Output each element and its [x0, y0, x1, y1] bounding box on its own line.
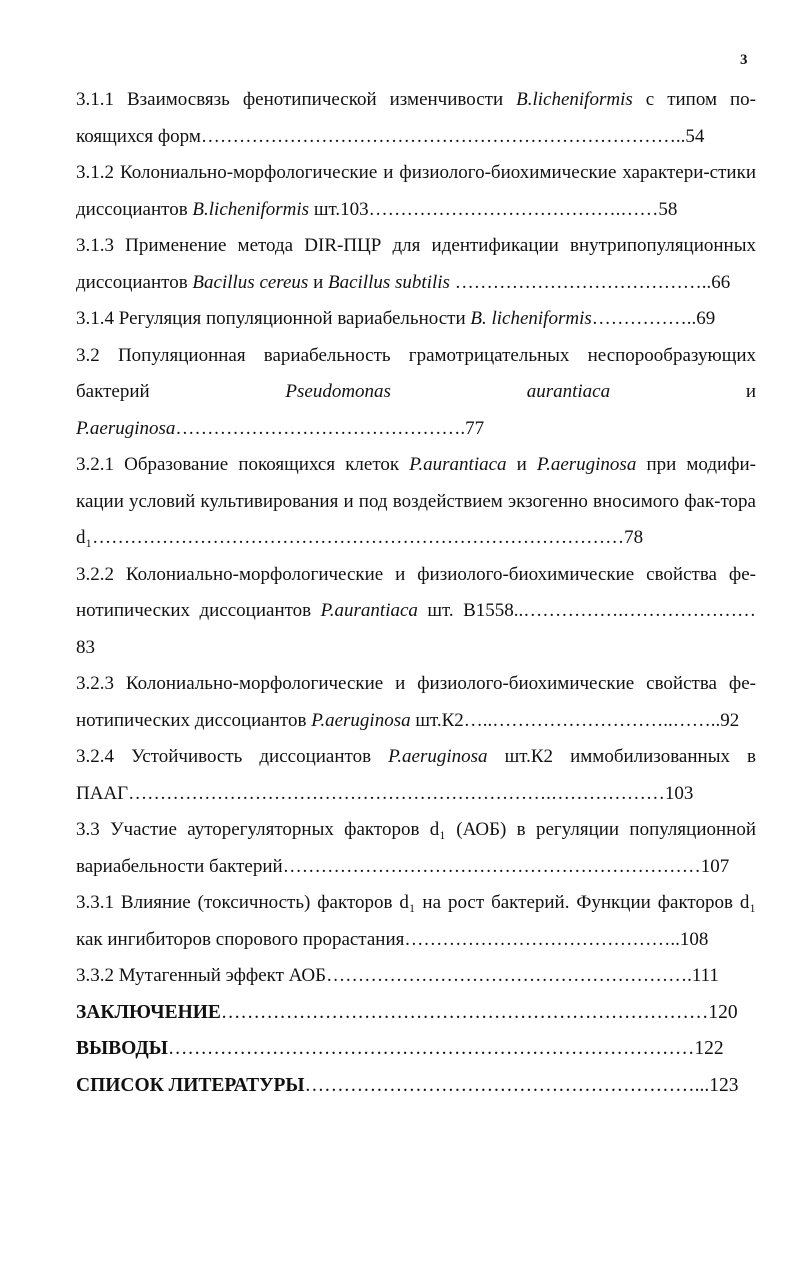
- toc-page-number: 58: [658, 198, 678, 220]
- toc-entry-text: 3.2.4 Устойчивость диссоциантов: [76, 746, 389, 767]
- toc-entry-species: P.aeruginosa: [311, 709, 411, 731]
- toc-heading-references[interactable]: [76, 1068, 756, 1105]
- toc-leader-dots: ………………………………………………………………………: [167, 1038, 695, 1059]
- toc-entry-text: 3.2.3 Колониально-морфологические и физиолого-биохимические свойства фе-нотипических диссоциантов: [76, 673, 756, 731]
- toc-entry-species: P.aurantiaca: [409, 454, 507, 475]
- toc-entry-text: с типом по-коящихся форм: [76, 89, 757, 147]
- toc-entry-3-1-2[interactable]: [76, 155, 756, 228]
- toc-entry-species: B.licheniformis: [192, 198, 310, 220]
- toc-leader-dots: ..…………….…………………: [513, 600, 756, 621]
- toc-page-number: 69: [696, 308, 716, 329]
- toc-entry-3-2[interactable]: [76, 338, 756, 448]
- toc-leader-dots: …………………………………………………………………: [220, 1001, 709, 1023]
- toc-entry-text: 3.1.4 Регуляция популяционной вариабельности: [76, 308, 471, 329]
- toc-entry-text: и: [506, 454, 537, 475]
- toc-entry-text: и: [308, 271, 328, 293]
- toc-entry-text: 3.2.1 Образование покоящихся клеток: [76, 454, 410, 475]
- toc-page-number: 123: [709, 1074, 739, 1096]
- toc-heading-title: ВЫВОДЫ: [76, 1038, 168, 1059]
- toc-entry-species: P.aeruginosa: [76, 417, 176, 439]
- toc-entry-text: 3.1.1 Взаимосвязь фенотипической изменчивости: [76, 89, 517, 110]
- toc-page-number: 77: [465, 417, 485, 439]
- toc-leader-dots: ………………………………………………….: [326, 965, 692, 986]
- toc-entry-species: P.aurantiaca: [320, 600, 418, 621]
- toc-entry-3-2-3[interactable]: [76, 666, 756, 739]
- toc-leader-dots: ……………………………………..: [404, 928, 680, 950]
- toc-entry-3-3-1[interactable]: [76, 885, 756, 958]
- toc-page-number: 78: [624, 527, 644, 548]
- toc-leader-dots: …………………………………………………………………..: [200, 125, 686, 147]
- toc-leader-dots: ……………………………………………………...: [304, 1074, 710, 1096]
- toc-entry-species: Bacillus subtilis: [328, 271, 450, 293]
- toc-entry-species: B.licheniformis: [516, 89, 633, 110]
- toc-entry-text: при модифи-кации условий культивирования и под воздействием экзогенно вносимого фак-тора d₁: [76, 454, 757, 548]
- toc-heading-findings[interactable]: [76, 1031, 756, 1068]
- toc-heading-conclusion[interactable]: [76, 995, 756, 1032]
- toc-entry-3-1-4[interactable]: [76, 301, 756, 338]
- table-of-contents: [76, 82, 756, 1104]
- toc-entry-species: P.aeruginosa: [388, 746, 488, 767]
- toc-page-number: 83: [76, 636, 95, 658]
- toc-page-number: 66: [711, 271, 731, 293]
- toc-entry-3-2-1[interactable]: [76, 447, 756, 557]
- toc-page-number: 107: [700, 855, 730, 877]
- toc-page-number: 54: [685, 125, 705, 147]
- toc-entry-text: 3.1.2 Колониально-морфологические и физиолого-биохимические характери-стики диссоциантов: [76, 162, 756, 220]
- toc-leader-dots: …..………………………..……..: [463, 709, 721, 731]
- toc-leader-dots: ………………………………………………………….………………: [128, 782, 665, 804]
- toc-heading-title: ЗАКЛЮЧЕНИЕ: [76, 1001, 221, 1023]
- toc-entry-text: 3.3 Участие ауторегуляторных факторов d₁ (АОБ) в регуляции популяционной вариабельности бактерий: [76, 819, 756, 877]
- toc-entry-species: Pseudomonas aurantiaca: [285, 381, 611, 402]
- toc-entry-species: Bacillus cereus: [192, 271, 309, 293]
- toc-entry-text: шт.К2 иммобилизованных в ПААГ: [76, 746, 756, 804]
- toc-page-number: 120: [708, 1001, 738, 1023]
- toc-entry-text: 3.1.3 Применение метода DIR-ПЦР для идентификации внутрипопуляционных диссоциантов: [76, 235, 756, 293]
- toc-entry-species: B. licheniformis: [470, 308, 592, 329]
- toc-page-number: 122: [694, 1038, 724, 1059]
- toc-entry-text: шт.К2: [410, 709, 464, 731]
- toc-heading-title: СПИСОК ЛИТЕРАТУРЫ: [76, 1074, 305, 1096]
- toc-entry-species: P.aeruginosa: [536, 454, 637, 475]
- toc-entry-text: шт.103: [309, 198, 369, 220]
- toc-entry-3-1-1[interactable]: [76, 82, 756, 155]
- toc-leader-dots: …………………………………………………………: [282, 855, 701, 877]
- toc-leader-dots: ……………..: [591, 308, 697, 329]
- toc-leader-dots: ……………………………………….: [175, 417, 466, 439]
- toc-entry-text: 3.2.2 Колониально-морфологические и физиолого-биохимические свойства фе-нотипических диссоциантов: [76, 563, 756, 621]
- toc-entry-text: 3.2 Популяционная вариабельность грамотрицательных неспорообразующих бактерий: [76, 344, 756, 402]
- toc-leader-dots: …………………………………………………………………………: [92, 527, 625, 548]
- page-number: 3: [740, 52, 748, 68]
- toc-entry-3-3-2[interactable]: [76, 958, 756, 995]
- toc-page-number: 103: [664, 782, 694, 804]
- toc-entry-3-2-2[interactable]: [76, 557, 756, 667]
- toc-leader-dots: ………………………………….……: [368, 198, 659, 220]
- toc-entry-text: шт. В1558: [417, 600, 514, 621]
- toc-entry-3-3[interactable]: [76, 812, 756, 885]
- toc-page-number: 108: [679, 928, 709, 950]
- toc-entry-text: 3.3.2 Мутагенный эффект АОБ: [76, 965, 327, 986]
- toc-entry-3-2-4[interactable]: [76, 739, 756, 812]
- toc-page-number: 111: [691, 965, 719, 986]
- toc-entry-text: и: [610, 381, 757, 402]
- toc-entry-3-1-3[interactable]: [76, 228, 756, 301]
- toc-page-number: 92: [720, 709, 740, 731]
- toc-leader-dots: …………………………………..: [454, 271, 712, 293]
- toc-entry-text: 3.3.1 Влияние (токсичность) факторов d₁ на рост бактерий. Функции факторов d₁ как ингибиторов спорового прорастания: [76, 892, 756, 950]
